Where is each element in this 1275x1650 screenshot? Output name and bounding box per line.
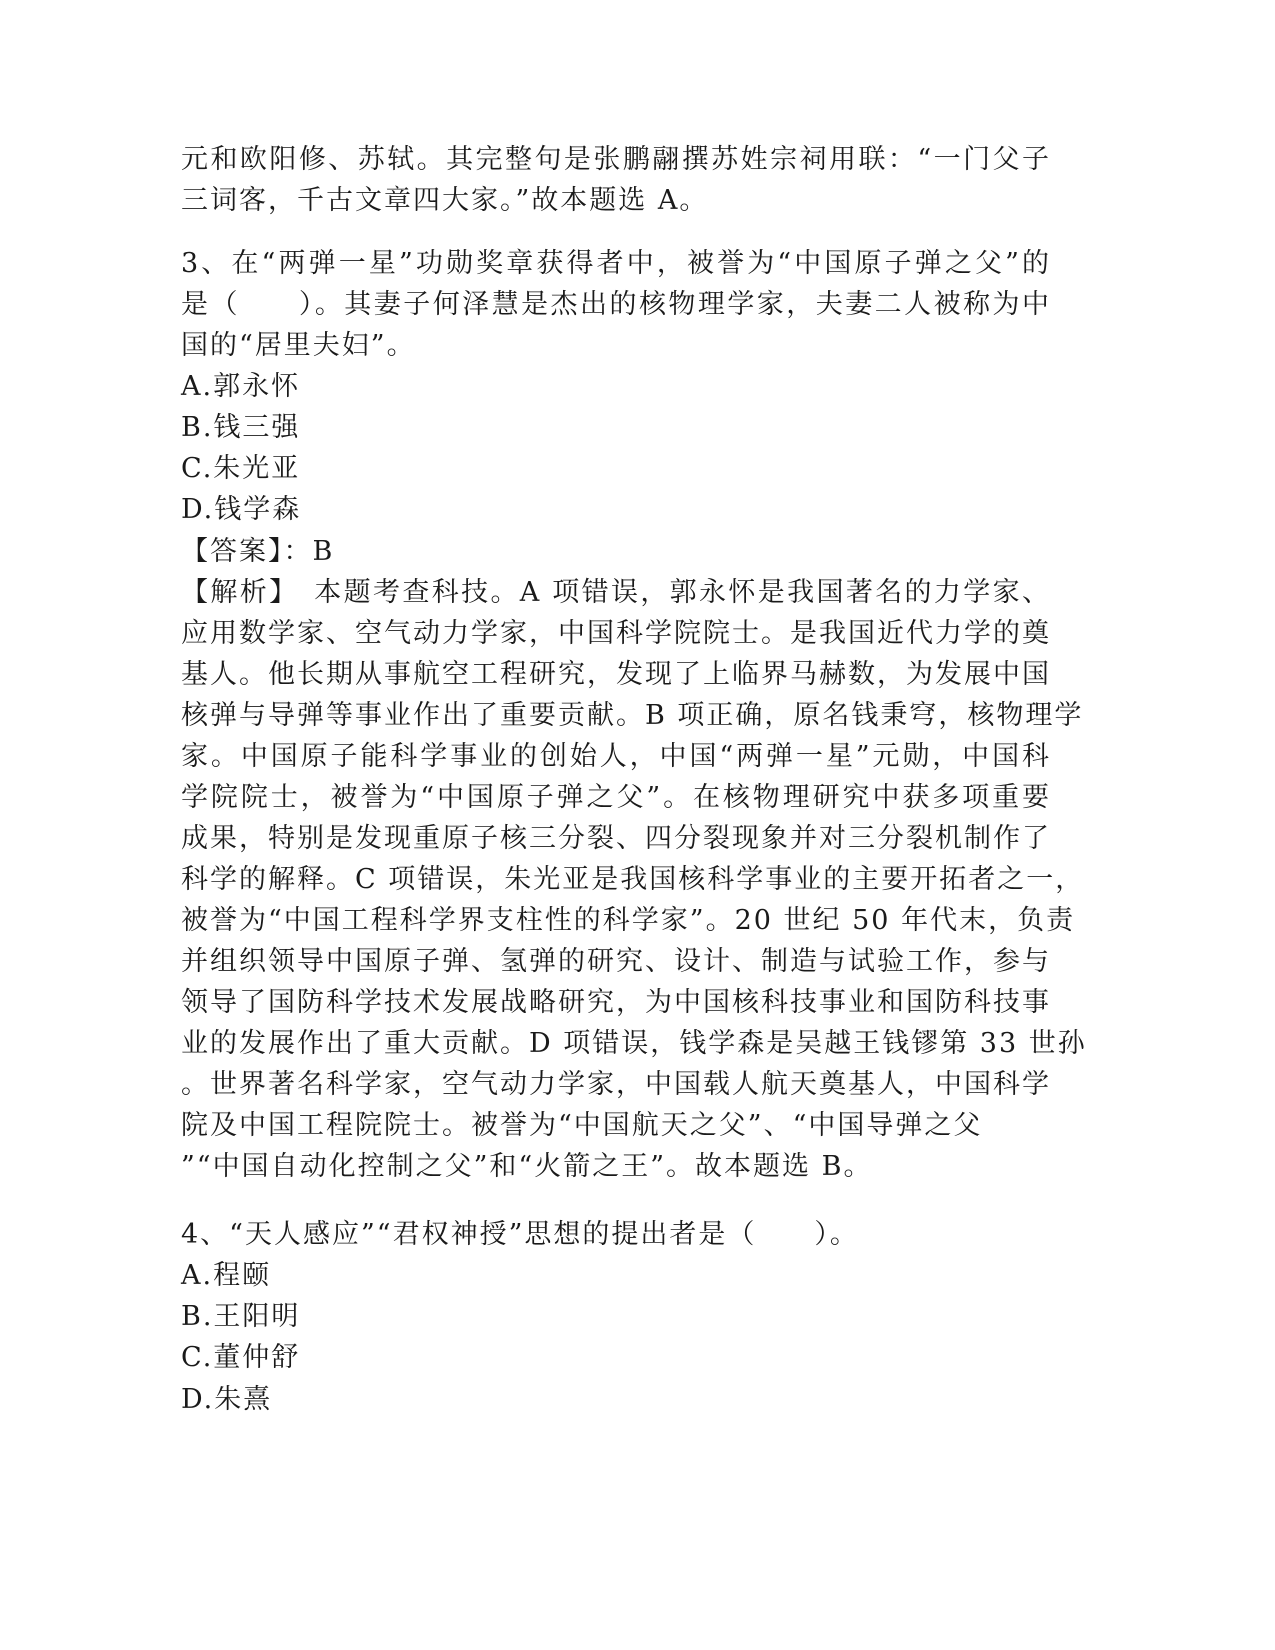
question-4-option-c: C.董仲舒 xyxy=(181,1342,301,1373)
question-3-analysis-line: 院及中国工程院院士。被誉为“中国航天之父”、“中国导弹之父 xyxy=(181,1110,983,1141)
question-3-analysis-line: 核弹与导弹等事业作出了重要贡献。B 项正确，原名钱秉穹，核物理学 xyxy=(181,700,1084,731)
question-3-stem-line: 是（ ）。其妻子何泽慧是杰出的核物理学家，夫妻二人被称为中 xyxy=(181,289,1051,320)
question-3-analysis-line: 科学的解释。C 项错误，朱光亚是我国核科学事业的主要开拓者之一， xyxy=(181,864,1085,895)
prev-explanation-line: 元和欧阳修、苏轼。其完整句是张鹏翮撰苏姓宗祠用联：“一门父子 xyxy=(181,144,1051,175)
question-3-analysis-line: 【解析】 本题考查科技。A 项错误，郭永怀是我国著名的力学家、 xyxy=(181,577,1051,608)
question-4-option-d: D.朱熹 xyxy=(181,1384,273,1415)
question-3-option-c: C.朱光亚 xyxy=(181,453,301,484)
question-3-stem-line: 3、在“两弹一星”功勋奖章获得者中，被誉为“中国原子弹之父”的 xyxy=(181,248,1051,279)
question-3-option-d: D.钱学森 xyxy=(181,494,302,525)
question-3-analysis-line: 成果，特别是发现重原子核三分裂、四分裂现象并对三分裂机制作了 xyxy=(181,823,1051,854)
prev-explanation-line: 三词客，千古文章四大家。”故本题选 A。 xyxy=(181,185,709,216)
question-3-answer: 【答案】：B xyxy=(181,536,335,567)
question-3-option-b: B.钱三强 xyxy=(181,412,301,443)
question-3-analysis-line: 业的发展作出了重大贡献。D 项错误，钱学森是吴越王钱镠第 33 世孙 xyxy=(181,1028,1087,1059)
question-3-analysis-line: 。世界著名科学家，空气动力学家，中国载人航天奠基人，中国科学 xyxy=(181,1069,1051,1100)
question-3-analysis-line: 家。中国原子能科学事业的创始人，中国“两弹一星”元勋，中国科 xyxy=(181,741,1051,772)
question-4-option-a: A.程颐 xyxy=(181,1260,272,1291)
question-3-analysis-line: ”“中国自动化控制之父”和“火箭之王”。故本题选 B。 xyxy=(181,1151,873,1182)
question-3-analysis-line: 并组织领导中国原子弹、氢弹的研究、设计、制造与试验工作，参与 xyxy=(181,946,1051,977)
question-4-stem: 4、“天人感应”“君权神授”思想的提出者是（ ）。 xyxy=(181,1219,859,1250)
question-3-option-a: A.郭永怀 xyxy=(181,371,301,402)
question-3-analysis-line: 应用数学家、空气动力学家，中国科学院院士。是我国近代力学的奠 xyxy=(181,618,1051,649)
question-4-option-b: B.王阳明 xyxy=(181,1301,301,1332)
question-3-analysis-line: 领导了国防科学技术发展战略研究，为中国核科技事业和国防科技事 xyxy=(181,987,1051,1018)
question-3-analysis-line: 基人。他长期从事航空工程研究，发现了上临界马赫数，为发展中国 xyxy=(181,659,1051,690)
question-3-analysis-line: 被誉为“中国工程科学界支柱性的科学家”。20 世纪 50 年代末，负责 xyxy=(181,905,1076,936)
question-3-analysis-line: 学院院士，被誉为“中国原子弹之父”。在核物理研究中获多项重要 xyxy=(181,782,1051,813)
question-3-stem-line: 国的“居里夫妇”。 xyxy=(181,330,416,361)
